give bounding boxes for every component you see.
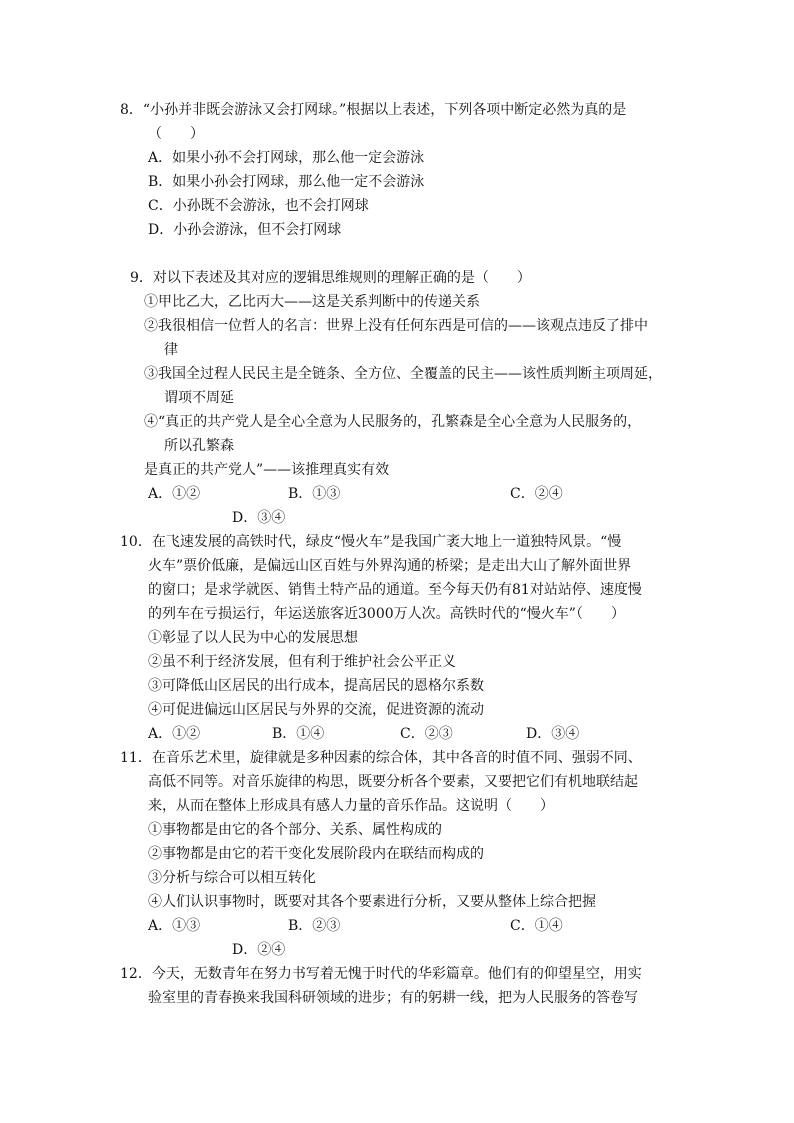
q10-item-3: ③可降低山区居民的出行成本，提高居民的恩格尔系数 [148, 678, 484, 694]
q10-option-d: D．③④ [526, 726, 580, 742]
q11-item-4: ④人们认识事物时，既要对其各个要素进行分析，又要从整体上综合把握 [148, 894, 596, 910]
q10-option-a: A．①② [148, 726, 201, 742]
q10-option-b: B．①④ [272, 726, 325, 742]
q11-option-a: A．①③ [148, 918, 201, 934]
q10-item-2: ②虽不利于经济发展，但有利于维护社会公平正义 [148, 654, 456, 670]
q11-stem-line-1: 11．在音乐艺术里，旋律就是多种因素的综合体，其中各音的时值不同、强弱不同、 [120, 750, 642, 766]
q9-item-2: ②我很相信一位哲人的名言：世界上没有任何东西是可信的——该观点违反了排中 [144, 318, 648, 334]
q9-stem: 9．对以下表述及其对应的逻辑思维规则的理解正确的是（ ） [130, 270, 531, 286]
q12-stem-line-1: 12．今天，无数青年在努力书写着无愧于时代的华彩篇章。他们有的仰望星空，用实 [120, 966, 642, 982]
q10-option-c: C．②③ [400, 726, 453, 742]
q11-item-2: ②事物都是由它的若干变化发展阶段内在联结而构成的 [148, 846, 484, 862]
q8-option-b: B．如果小孙会打网球，那么他一定不会游泳 [148, 174, 425, 190]
q9-item-2-cont: 律 [164, 342, 178, 358]
q11-option-d: D．②④ [232, 942, 286, 958]
q9-item-3: ③我国全过程人民民主是全链条、全方位、全覆盖的民主——该性质判断主项周延， [144, 366, 662, 382]
q11-option-b: B．②③ [288, 918, 341, 934]
q10-stem-line-4: 的列车在亏损运行，年运送旅客近3000万人次。高铁时代的“慢火车”（ ） [148, 606, 625, 622]
q10-stem-line-2: 火车”票价低廉，是偏远山区百姓与外界沟通的桥梁；是走出大山了解外面世界 [148, 558, 632, 574]
q8-option-d: D．小孙会游泳，但不会打网球 [148, 222, 342, 238]
q11-stem-line-2: 高低不同等。对音乐旋律的构思，既要分析各个要素，又要把它们有机地联结起 [148, 774, 638, 790]
q8-answer-paren: （ ） [148, 126, 204, 142]
q9-item-4-cont2: 是真正的共产党人”——该推理真实有效 [144, 462, 390, 478]
q9-option-c: C．②④ [510, 486, 563, 502]
q11-item-1: ①事物都是由它的各个部分、关系、属性构成的 [148, 822, 442, 838]
q9-item-4-cont: 所以孔繁森 [164, 438, 234, 454]
q10-item-1: ①彰显了以人民为中心的发展思想 [148, 630, 358, 646]
q9-option-a: A．①② [148, 486, 201, 502]
q8-option-c: C．小孙既不会游泳，也不会打网球 [148, 198, 369, 214]
q10-stem-line-3: 的窗口；是求学就医、销售土特产品的通道。至今每天仍有81对站站停、速度慢 [148, 582, 642, 598]
q12-stem-line-2: 验室里的青春换来我国科研领域的进步；有的躬耕一线，把为人民服务的答卷写 [148, 990, 638, 1006]
q9-option-b: B．①③ [288, 486, 341, 502]
q9-option-d: D．③④ [232, 510, 286, 526]
q9-item-3-cont: 谓项不周延 [164, 390, 234, 406]
q10-item-4: ④可促进偏远山区居民与外界的交流，促进资源的流动 [148, 702, 484, 718]
q11-stem-line-3: 来，从而在整体上形成具有感人力量的音乐作品。这说明（ ） [148, 798, 554, 814]
q11-item-3: ③分析与综合可以相互转化 [148, 870, 316, 886]
q9-item-1: ①甲比乙大，乙比丙大——这是关系判断中的传递关系 [144, 294, 480, 310]
q8-stem: 8．“小孙并非既会游泳又会打网球。”根据以上表述，下列各项中断定必然为真的是 [120, 102, 627, 118]
q10-stem-line-1: 10．在飞速发展的高铁时代，绿皮“慢火车”是我国广袤大地上一道独特风景。“慢 [120, 534, 622, 550]
q8-option-a: A．如果小孙不会打网球，那么他一定会游泳 [148, 150, 425, 166]
q9-item-4: ④“真正的共产党人是全心全意为人民服务的，孔繁森是全心全意为人民服务的， [144, 414, 642, 430]
q11-option-c: C．①④ [510, 918, 563, 934]
